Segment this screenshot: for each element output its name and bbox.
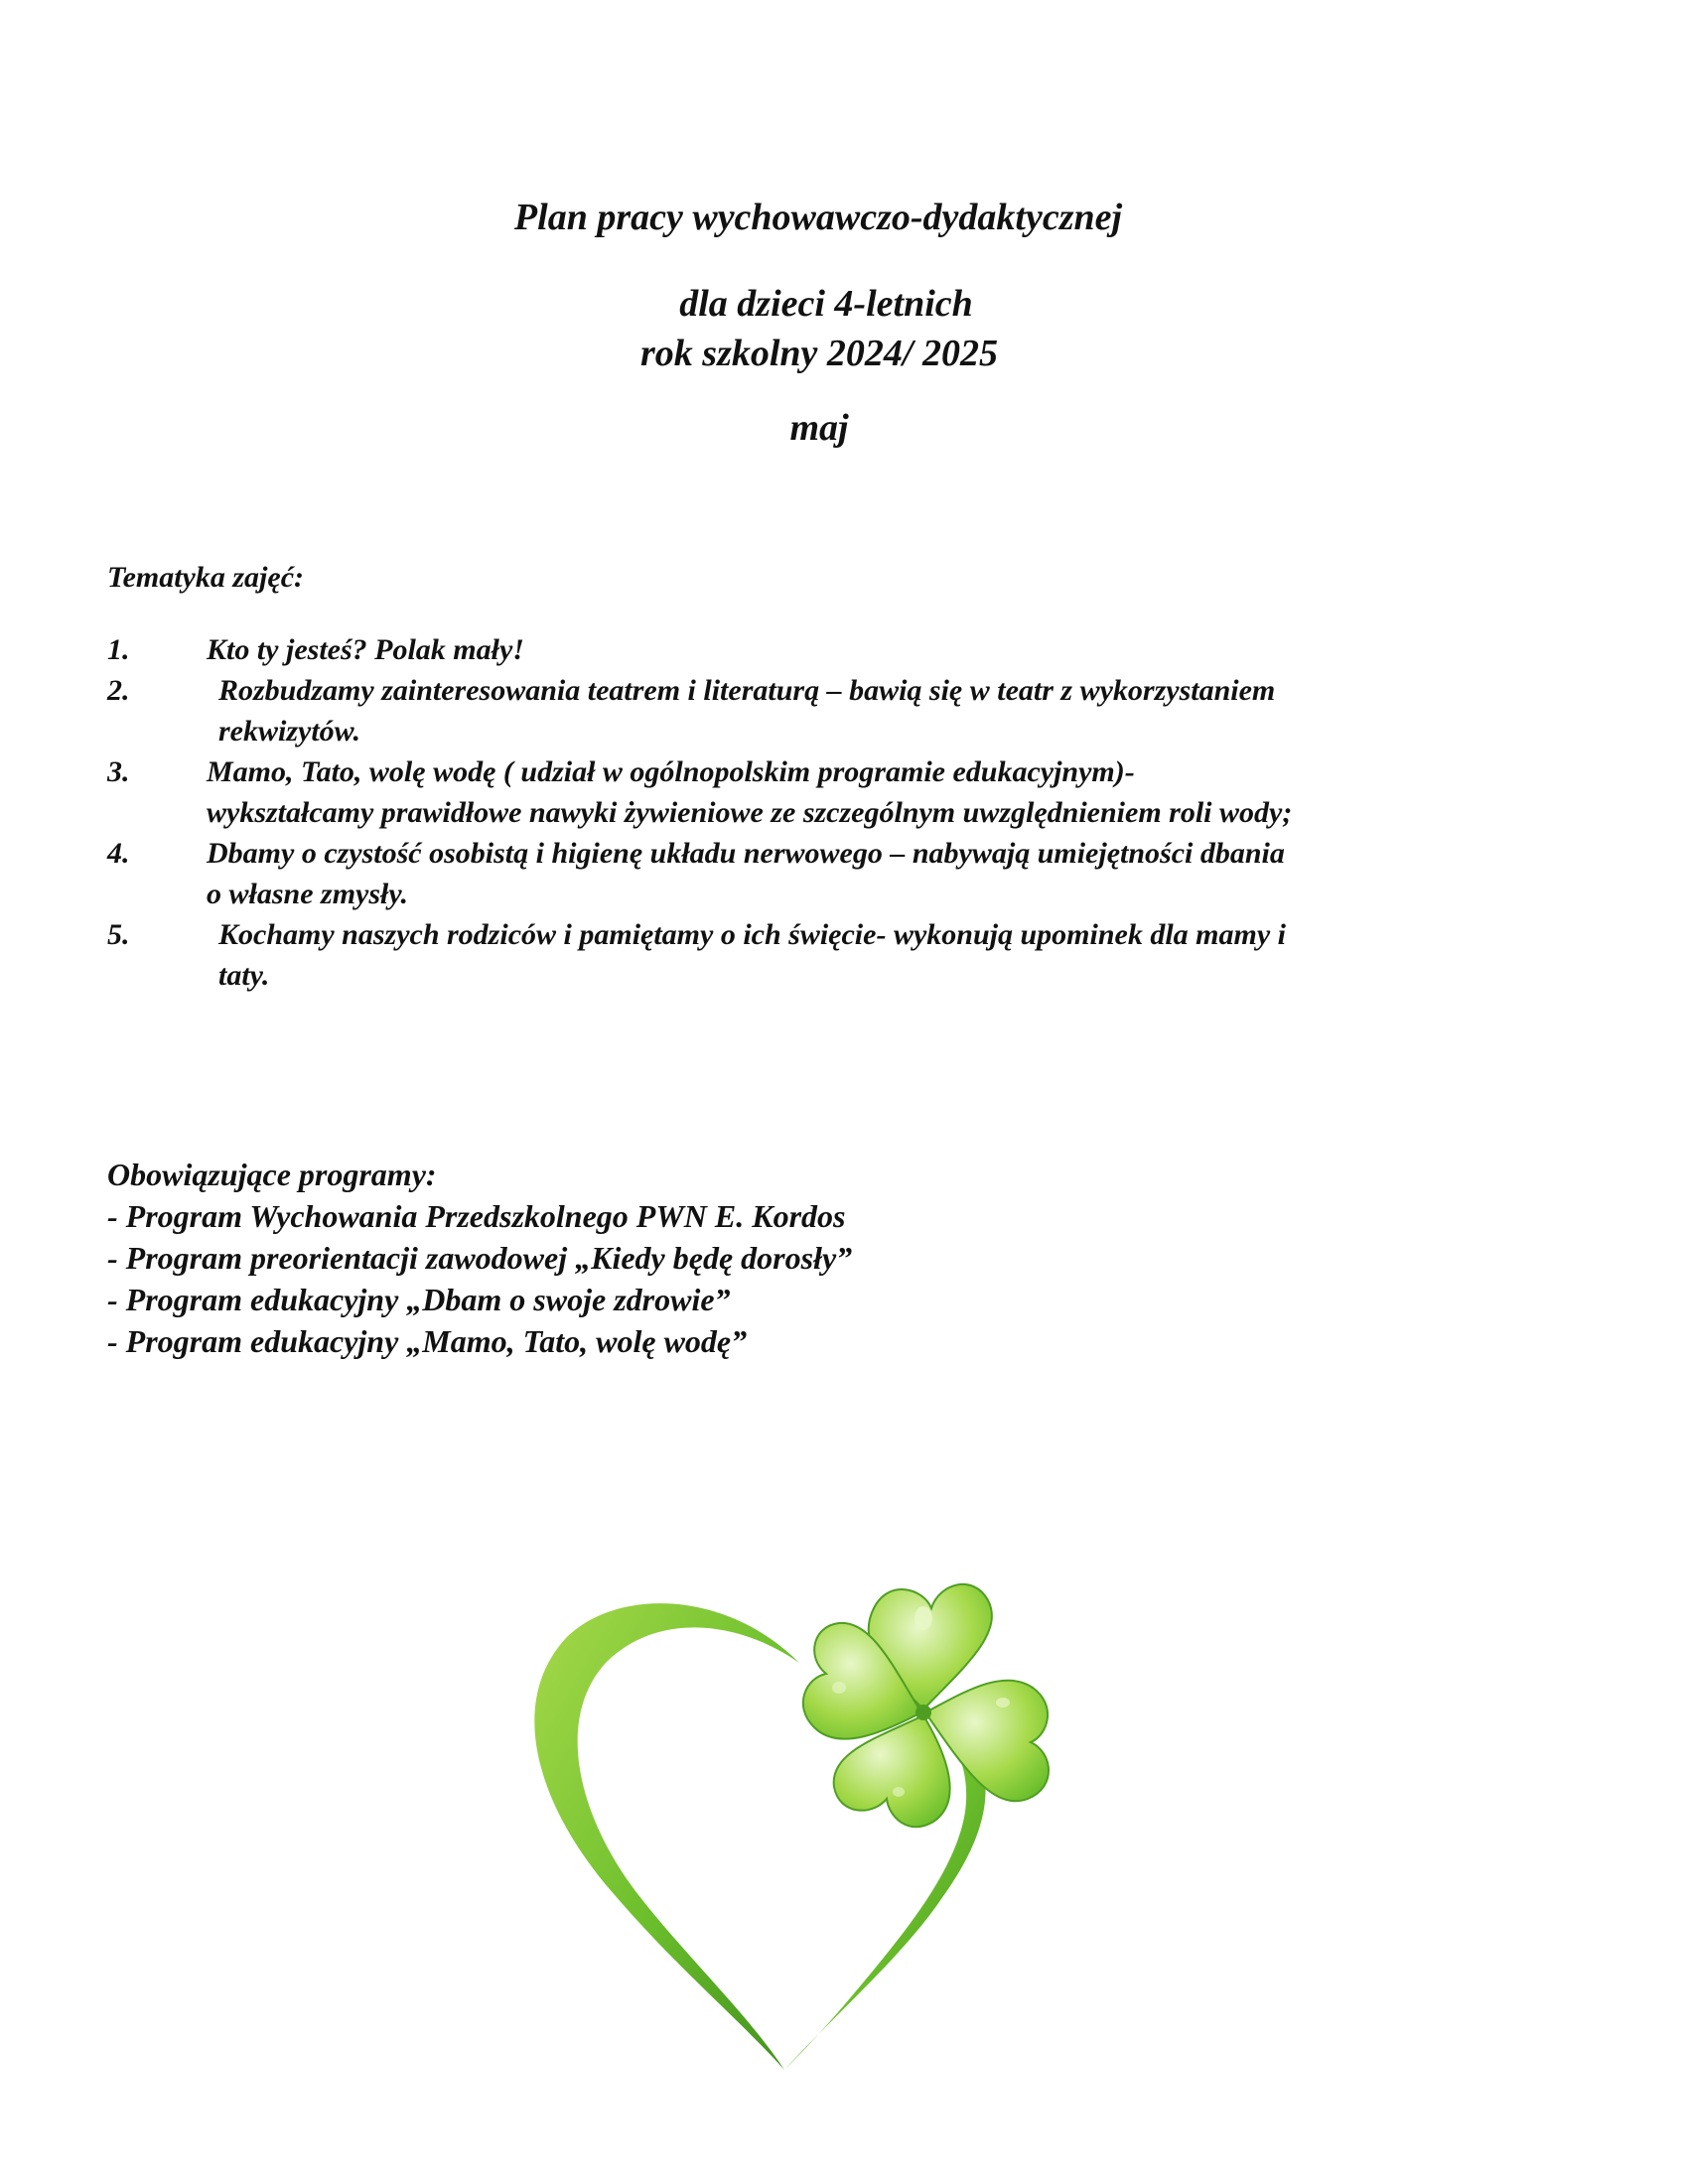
- topic-text: Kto ty jesteś? Polak mały!: [207, 633, 524, 666]
- topic-item: [107, 914, 1577, 996]
- program-item: - Program preorientacji zawodowej „Kiedy będę dorosły”: [107, 1240, 853, 1276]
- topics-heading: Tematyka zajęć:: [107, 561, 305, 594]
- topics-list: [107, 629, 1577, 996]
- month-subtitle: maj: [789, 407, 849, 449]
- clover-leaves: [803, 1584, 1049, 1827]
- document-title: Plan pracy wychowawczo-dydaktycznej: [513, 197, 1123, 238]
- topic-number: 4.: [107, 837, 130, 870]
- leaf-highlight: [996, 1698, 1010, 1707]
- topic-text: Dbamy o czystość osobistą i higienę układu nerwowego – nabywają umiejętności dbania o własne zmysły.: [207, 837, 1285, 910]
- topic-item: [107, 833, 1577, 914]
- topic-number: 2.: [107, 674, 130, 707]
- heart-clover-icon: [496, 1519, 1152, 2085]
- topic-item: [107, 629, 1577, 670]
- topic-text: Rozbudzamy zainteresowania teatrem i literaturą – bawią się w teatr z wykorzystaniem rekwizytów.: [218, 674, 1276, 748]
- topic-text: Kochamy naszych rodziców i pamiętamy o ich święcie- wykonują upominek dla mamy i taty.: [218, 918, 1286, 992]
- program-item: - Program Wychowania Przedszkolnego PWN E. Kordos: [107, 1198, 846, 1234]
- programs-heading: Obowiązujące programy:: [107, 1157, 437, 1192]
- programs-section: [107, 1154, 852, 1362]
- clover-center: [915, 1705, 931, 1720]
- topic-number: 5.: [107, 918, 130, 951]
- topic-item: [107, 751, 1577, 833]
- heart-left-stroke: [534, 1603, 799, 2070]
- topic-text: Mamo, Tato, wolę wodę ( udział w ogólnopolskim programie edukacyjnym)- wykształcamy prawidłowe nawyki żywieniowe ze szczególnym uwzględnieniem roli wody;: [207, 755, 1293, 829]
- program-item: - Program edukacyjny „Mamo, Tato, wolę wodę”: [107, 1323, 748, 1359]
- program-item: - Program edukacyjny „Dbam o swoje zdrowie”: [107, 1282, 731, 1317]
- leaf-highlight: [893, 1787, 905, 1797]
- topic-item: [107, 670, 1577, 751]
- topic-number: 3.: [107, 755, 130, 788]
- age-group-subtitle: dla dzieci 4-letnich: [679, 283, 973, 325]
- dewdrop-icon: [914, 1606, 932, 1630]
- school-year-subtitle: rok szkolny 2024/ 2025: [640, 333, 998, 374]
- topic-number: 1.: [107, 633, 130, 666]
- leaf-highlight: [832, 1682, 846, 1694]
